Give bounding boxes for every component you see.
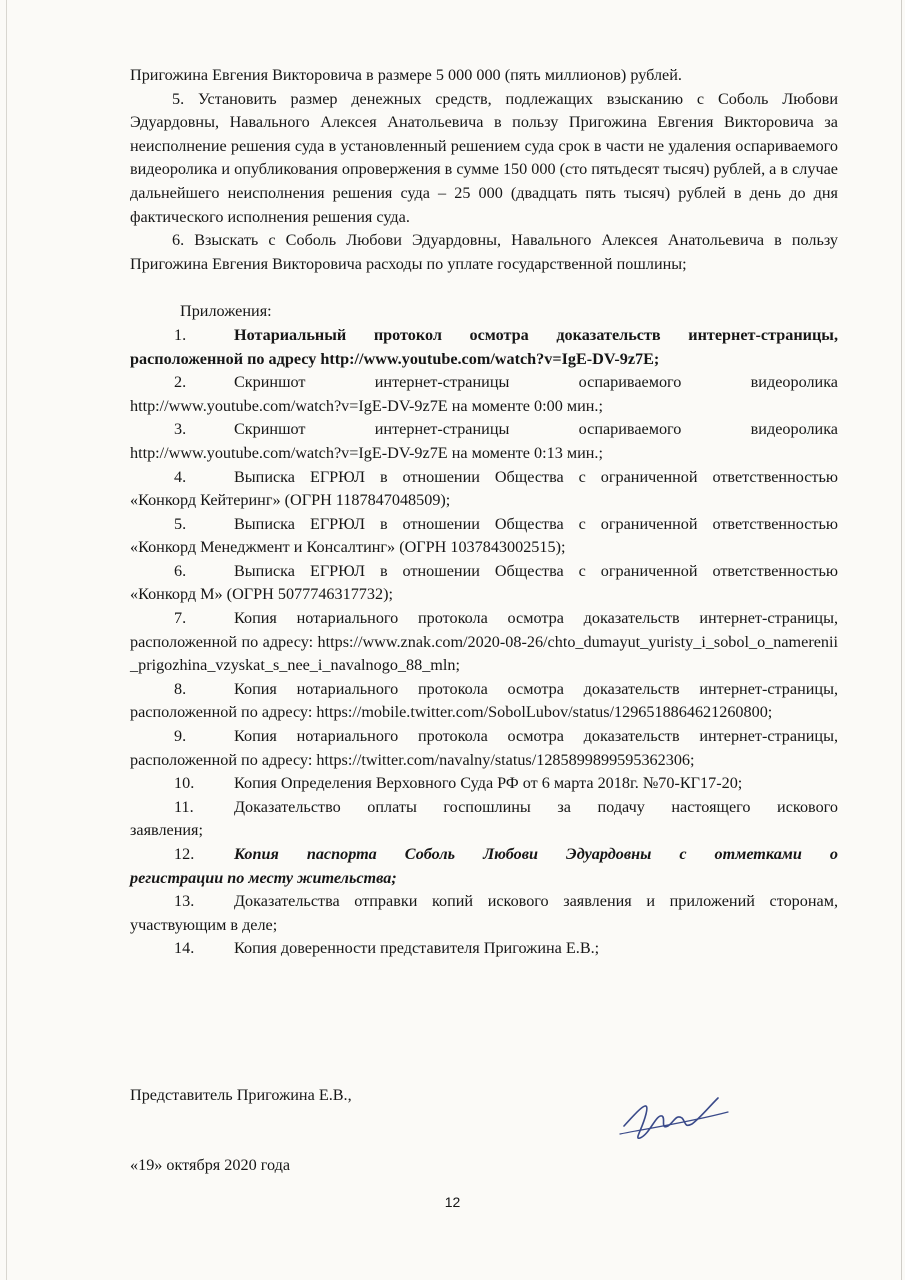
appendix-item <box>130 513 838 560</box>
item-number: 2. <box>174 373 187 392</box>
item-number: 11. <box>174 797 194 816</box>
appendix-item <box>130 371 838 418</box>
item-text: Копия паспорта Соболь Любови Эдуардовны с отметками о <box>234 845 838 863</box>
appendix-heading: Приложения: <box>180 302 272 321</box>
item-text-cont: http://www.youtube.com/watch?v=IgE-DV-9z7E на моменте 0:13 мин.; <box>130 443 603 462</box>
item-number: 6. <box>174 561 187 580</box>
item-number: 3. <box>174 420 187 439</box>
appendix-list <box>130 324 838 961</box>
item-number: 9. <box>174 727 187 746</box>
scan-edge-left <box>6 0 7 1280</box>
point-6: 6. Взыскать с Соболь Любови Эдуардовны, Навального Алексея Анатольевича в пользу Пригожина Евгения Викторовича расходы по уплате государственной пошлины; <box>130 231 838 273</box>
appendix-item <box>130 772 838 796</box>
item-number: 1. <box>174 325 187 344</box>
item-text-cont: «Конкорд Менеджмент и Консалтинг» (ОГРН 1037843002515); <box>130 538 566 557</box>
scan-edge-right <box>901 0 902 1280</box>
item-text: Нотариальный протокол осмотра доказательств интернет-страницы, <box>234 325 838 344</box>
item-number: 12. <box>174 845 195 863</box>
item-number: 14. <box>174 939 195 958</box>
item-text-cont: расположенной по адресу http://www.youtube.com/watch?v=IgE-DV-9z7E; <box>130 349 660 368</box>
item-text: Копия нотариального протокола осмотра доказательств интернет-страницы, <box>234 609 838 628</box>
item-number: 13. <box>174 892 195 911</box>
appendix-item <box>130 324 838 371</box>
item-text-cont: http://www.youtube.com/watch?v=IgE-DV-9z7E на моменте 0:00 мин.; <box>130 396 603 415</box>
item-text: Доказательство оплаты госпошлины за подачу настоящего искового <box>234 797 838 816</box>
item-text-cont: расположенной по адресу: https://twitter.com/navalny/status/1285899899595362306; <box>130 750 695 769</box>
appendix-item <box>130 937 838 961</box>
item-text-cont: «Конкорд М» (ОГРН 5077746317732); <box>130 585 393 604</box>
item-text-cont: расположенной по адресу: https://mobile.twitter.com/SobolLubov/status/1296518864621260800; <box>130 703 773 722</box>
appendix-item <box>130 466 838 513</box>
item-text-cont: регистрации по месту жительства; <box>130 868 397 887</box>
representative-label: Представитель Пригожина Е.В., <box>130 1086 352 1104</box>
document-body <box>130 64 838 961</box>
item-text-cont: участвующим в деле; <box>130 915 278 934</box>
appendix-item <box>130 607 838 678</box>
item-text: Выписка ЕГРЮЛ в отношении Общества с ограниченной ответственностью <box>234 561 838 580</box>
appendix-item <box>130 560 838 607</box>
signing-date: «19» октября 2020 года <box>130 1156 291 1174</box>
item-text: Выписка ЕГРЮЛ в отношении Общества с ограниченной ответственностью <box>234 467 838 486</box>
item-text: Скриншот интернет-страницы оспариваемого видеоролика <box>234 373 838 392</box>
item-text: Копия нотариального протокола осмотра доказательств интернет-страницы, <box>234 679 838 698</box>
item-number: 7. <box>174 609 187 628</box>
point-5: 5. Установить размер денежных средств, подлежащих взысканию с Соболь Любови Эдуардовны, Навального Алексея Анатольевича в пользу Пригожина Евгения Викторовича за неисполнение решения суда в установленный решением суда срок в части не удаления оспариваемого видеоролика и опубликования опровержения в сумме 150 000 (сто пятьдесят тысяч) рублей, а в случае дальнейшего неисполнения решения суда – 25 000 (двадцать пять тысяч) рублей в день до дня фактического исполнения решения суда. <box>130 89 838 226</box>
appendix-item <box>130 725 838 772</box>
item-text: Доказательства отправки копий искового заявления и приложений сторонам, <box>234 892 838 911</box>
item-text: Скриншот интернет-страницы оспариваемого видеоролика <box>234 420 838 439</box>
item-text: Выписка ЕГРЮЛ в отношении Общества с ограниченной ответственностью <box>234 514 838 533</box>
item-number: 4. <box>174 467 187 486</box>
appendix-item <box>130 843 838 890</box>
page-number: 12 <box>444 1194 461 1210</box>
item-number: 10. <box>174 774 195 793</box>
item-number: 5. <box>174 514 187 533</box>
lead-line: Пригожина Евгения Викторовича в размере 5 000 000 (пять миллионов) рублей. <box>130 66 682 84</box>
appendix-item <box>130 678 838 725</box>
item-text-cont: расположенной по адресу: https://www.znak.com/2020-08-26/chto_dumayut_yuristy_i_sobol_o_namerenii_prigozhina_vzyskat_s_nee_i_navalnogo_88_mln; <box>130 632 838 675</box>
item-number: 8. <box>174 679 187 698</box>
appendix-item <box>130 418 838 465</box>
appendix-item <box>130 890 838 937</box>
item-text: Копия нотариального протокола осмотра доказательств интернет-страницы, <box>234 727 838 746</box>
appendix-item <box>130 796 838 843</box>
item-text-cont: «Конкорд Кейтеринг» (ОГРН 1187847048509); <box>130 491 451 510</box>
handwritten-signature <box>610 1078 730 1158</box>
item-text-cont: заявления; <box>130 821 203 840</box>
item-text: Копия доверенности представителя Пригожина Е.В.; <box>234 939 600 958</box>
item-text: Копия Определения Верховного Суда РФ от 6 марта 2018г. №70-КГ17-20; <box>234 774 743 793</box>
